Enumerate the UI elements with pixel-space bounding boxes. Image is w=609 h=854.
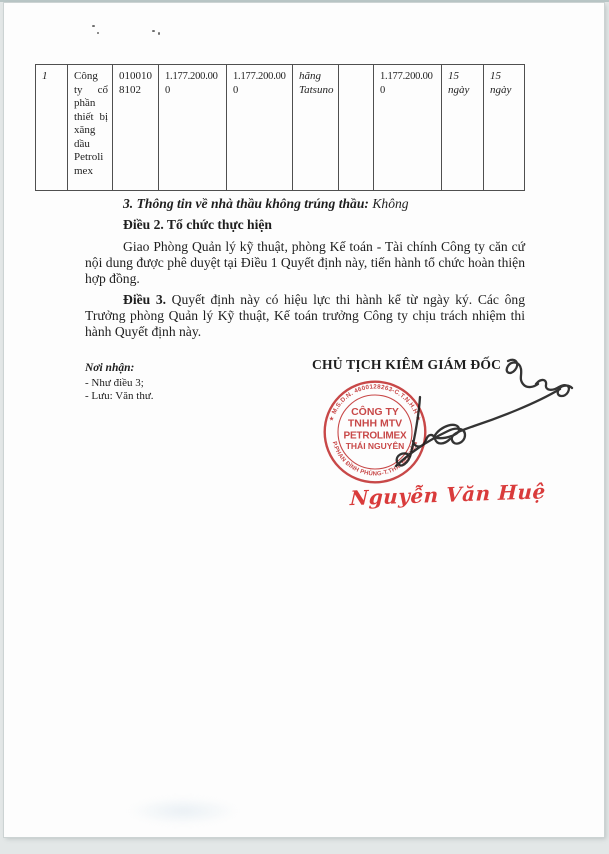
recipients-heading: Nơi nhận: <box>85 362 135 374</box>
scan-speck <box>97 32 99 34</box>
cell-tax-code: 010010 8102 <box>113 65 159 191</box>
item3-line <box>85 196 525 212</box>
article3-paragraph <box>85 292 525 340</box>
scan-speck <box>152 30 155 32</box>
stamp-line-1: CÔNG TY <box>351 406 399 418</box>
recipients-block <box>85 362 235 403</box>
signer-title: CHỦ TỊCH KIÊM GIÁM ĐỐC <box>312 357 502 372</box>
scan-smudge <box>128 797 238 825</box>
article2-paragraph: Giao Phòng Quản lý kỹ thuật, phòng Kế toán - Tài chính Công ty căn cứ nội dung được phê duyệt tại Điều 1 Quyết định này, tiến hành tổ chức hoàn thiện hợp đồng. <box>85 238 525 286</box>
stamp-line-4: THÁI NGUYÊN <box>345 441 405 451</box>
stamp-ring-top-text: ★ M.S.D.N. 4600128263-C.T.N.H.H ★ <box>327 383 423 423</box>
stamp-line-3: PETROLIMEX <box>343 430 407 442</box>
cell-empty <box>339 65 374 191</box>
scan-speck <box>92 25 95 27</box>
cell-duration-2: 15 ngày <box>484 65 525 191</box>
company-stamp <box>322 379 428 485</box>
cell-contractor-name: Công ty cổ phần thiết bị xăng dầu Petrolimex <box>68 65 113 191</box>
item3-label: 3. Thông tin về nhà thầu không trúng thầu: <box>123 196 369 211</box>
stamp-ring-bottom-text: P.PHAN ĐÌNH PHÙNG-T.THÁI NGUYÊN <box>330 440 420 478</box>
article2-heading: Điều 2. Tổ chức thực hiện <box>123 217 272 233</box>
document-body <box>85 196 525 345</box>
cell-award-price: 1.177.200.000 <box>374 65 442 191</box>
cell-duration-1: 15 ngày <box>442 65 484 191</box>
bid-result-table <box>35 64 525 191</box>
stamp-line-2: TNHH MTV <box>347 417 403 430</box>
cell-bid-price: 1.177.200.000 <box>159 65 227 191</box>
cell-index: 1 <box>36 65 68 191</box>
recipient-item: - Lưu: Văn thư. <box>85 390 154 402</box>
cell-evaluated-price: 1.177.200.000 <box>227 65 293 191</box>
scan-edge-top <box>0 0 609 2</box>
article3-text: Quyết định này có hiệu lực thi hành kể từ ngày ký. Các ông Trưởng phòng Quản lý Kỹ thuật, Kế toán trưởng Công ty chịu trách nhiệm thi hành Quyết định này. <box>85 292 525 339</box>
item3-value: Không <box>372 196 409 211</box>
recipient-item: - Như điều 3; <box>85 377 144 389</box>
table-row <box>36 65 525 191</box>
scan-speck <box>158 32 160 35</box>
cell-brand: hãng Tatsuno <box>293 65 339 191</box>
company-stamp-seal <box>322 379 428 485</box>
signer-name: Nguyễn Văn Huệ <box>349 479 547 511</box>
article3-label: Điều 3. <box>123 292 167 308</box>
